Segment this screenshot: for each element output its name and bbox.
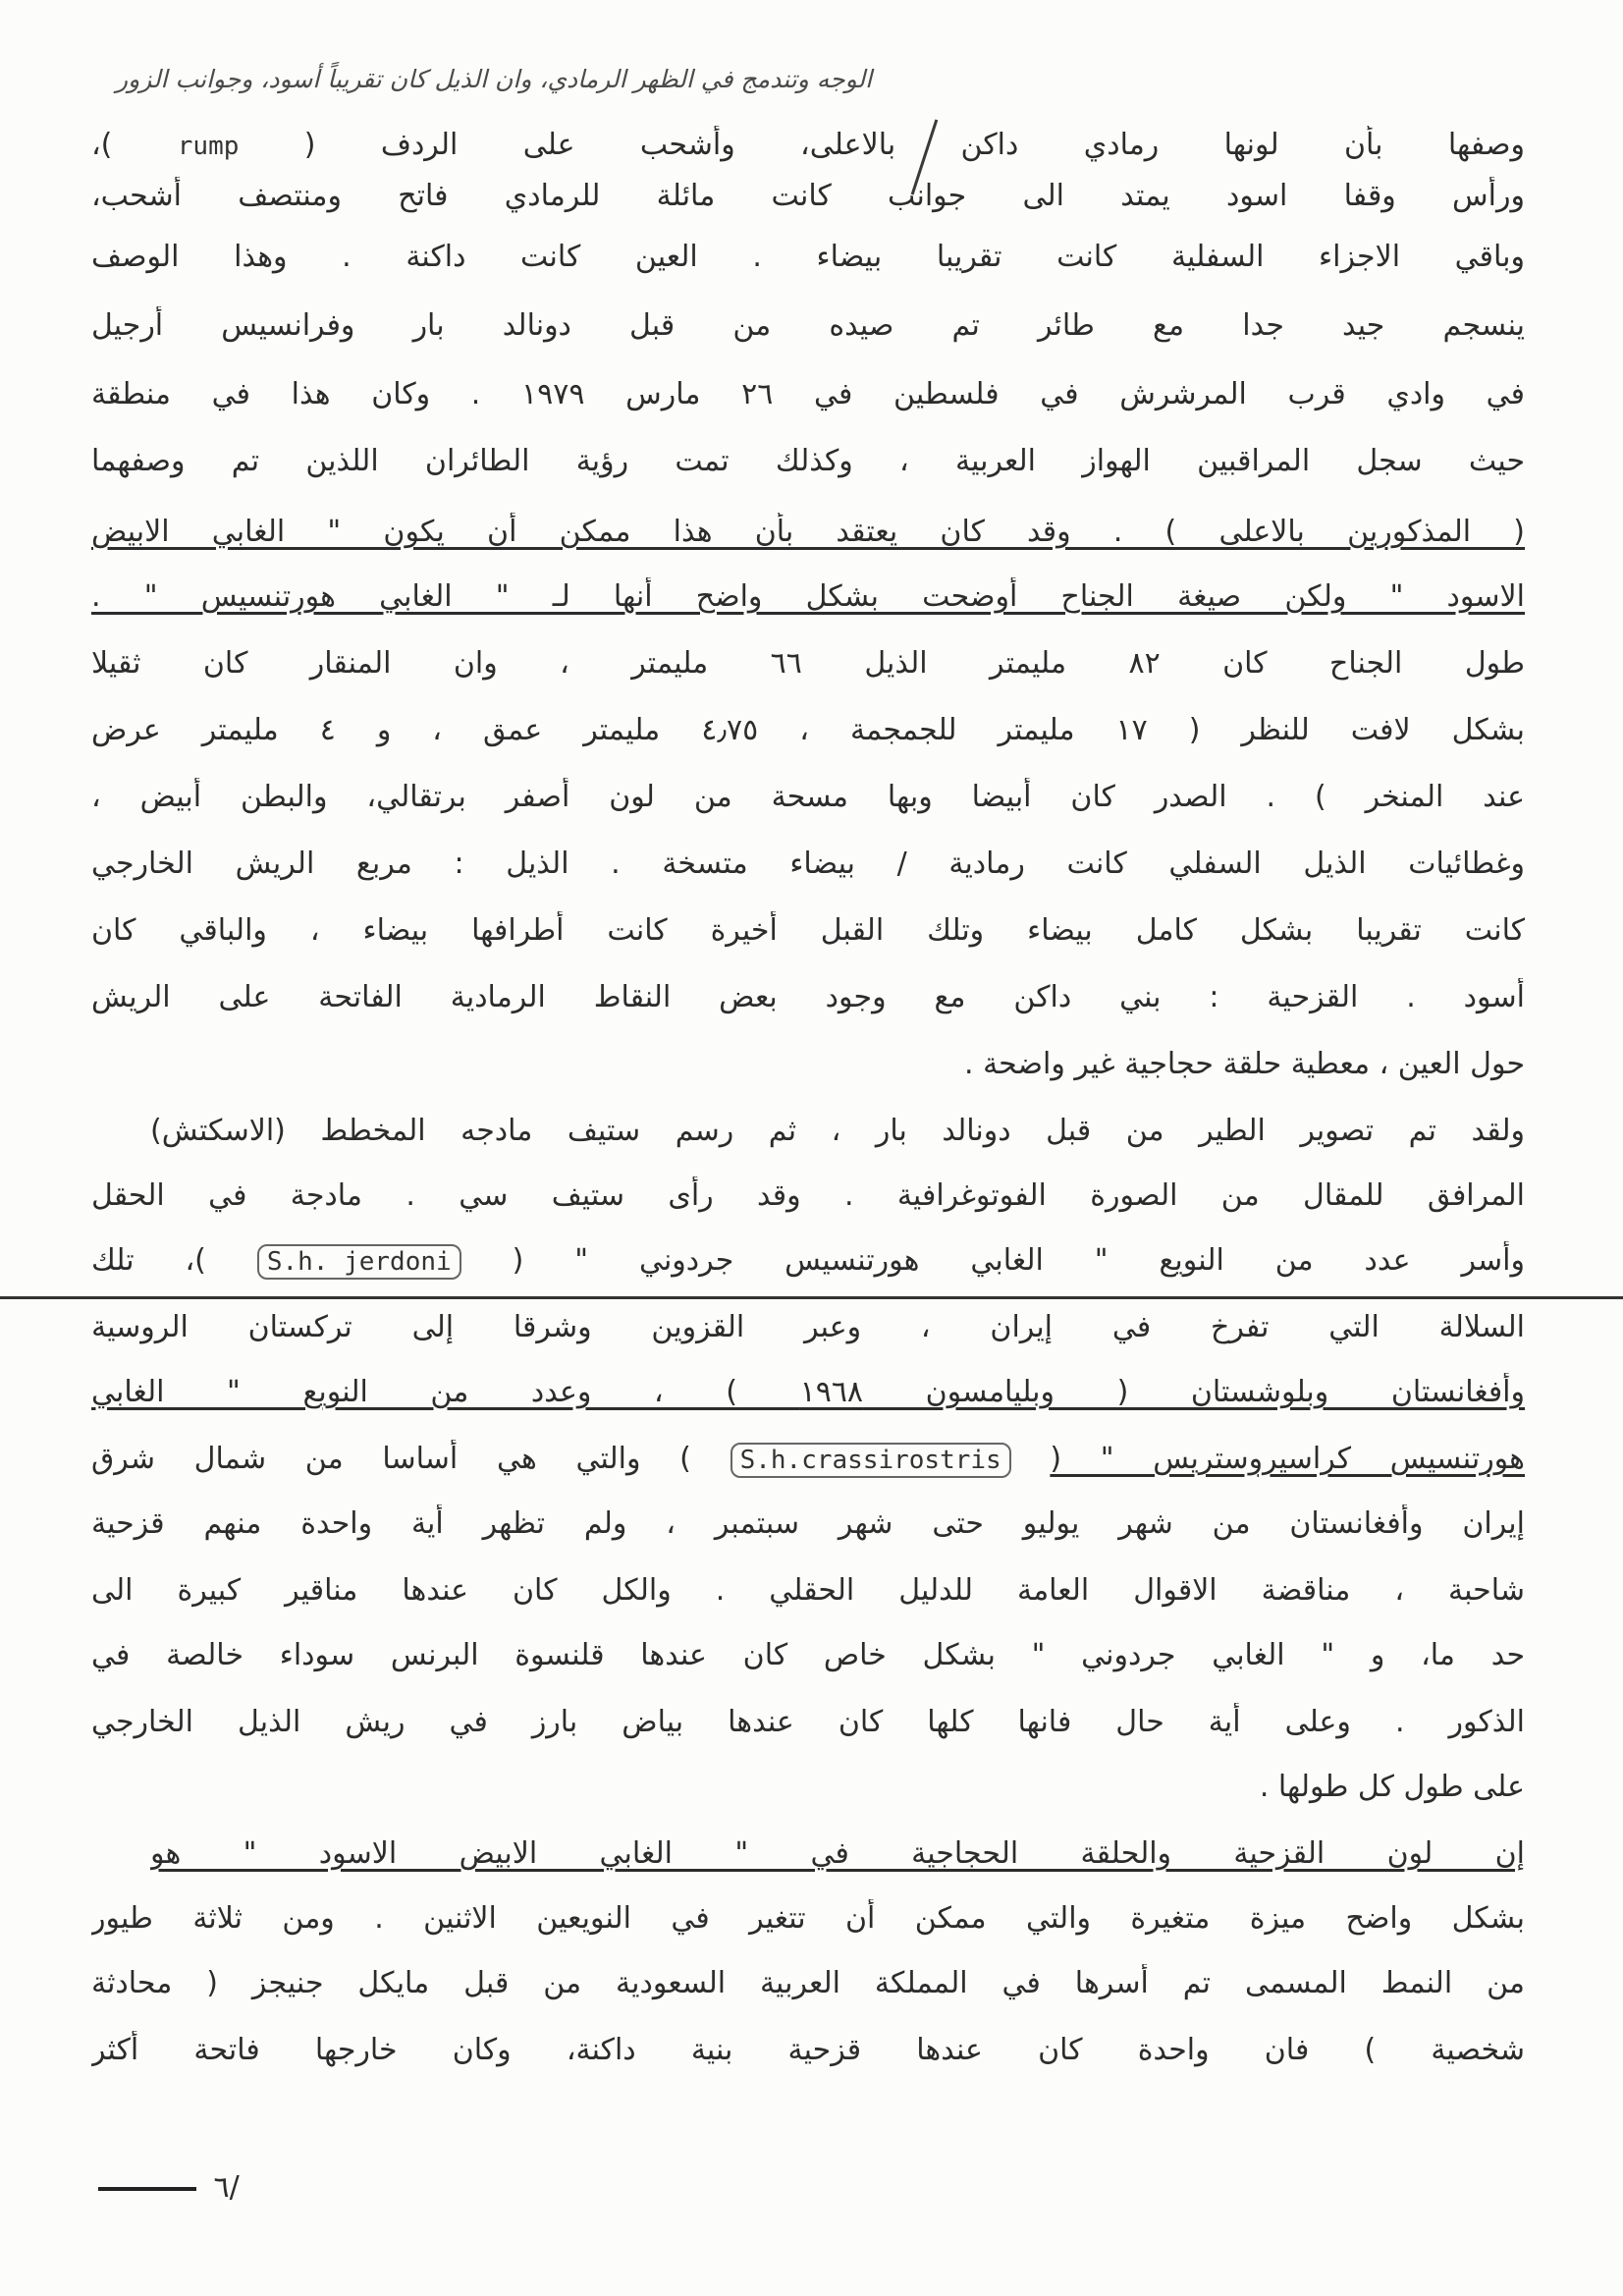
- line-18-part-b: )، تلك: [91, 1243, 206, 1278]
- text-line-15: حول العين ، معطية حلقة حجاجية غير واضحة .: [964, 1047, 1525, 1081]
- text-line-24: حد ما، و " الغابي جردوني " بشكل خاص كان عندها قلنسوة البرنس سوداء خالصة في: [91, 1638, 1525, 1672]
- text-line-13: كانت تقريبا بشكل كامل بيضاء وتلك القبل أخيرة كانت أطرافها بيضاء ، والباقي كان: [91, 913, 1525, 948]
- text-line-20: وأفغانستان وبلوشستان ( وبليامسون ١٩٦٨ ) ، وعدد من النويع " الغابي: [91, 1375, 1525, 1409]
- text-line-26: على طول كل طولها .: [1259, 1770, 1525, 1804]
- text-line-19: السلالة التي تفرخ في إيران ، وعبر القزوين وشرقا إلى تركستان الروسية: [91, 1310, 1525, 1344]
- line-21-part-a: هورتنسيس كراسيروستريس " (: [1050, 1442, 1525, 1476]
- text-line-17: المرافق للمقال من الصورة الفوتوغرافية . وقد رأى ستيف سي . مادجة في الحقل: [91, 1178, 1525, 1213]
- text-line-1: [91, 126, 1525, 165]
- text-line-14: أسود . القزحية : بني داكن مع وجود بعض النقاط الرمادية الفاتحة على الريش: [91, 980, 1525, 1014]
- footer-dash: [98, 2187, 196, 2191]
- text-line-27: إن لون القزحية والحلقة الحجاجية في " الغابي الابيض الاسود " هو: [150, 1836, 1525, 1871]
- latin-rump: rump: [177, 132, 240, 161]
- text-line-25: الذكور . وعلى أية حال فانها كلها كان عندها بياض بارز في ريش الذيل الخارجي: [91, 1705, 1525, 1739]
- text-line-30: شخصية ) فان واحدة كان عندها قزحية بنية داكنة، وكان خارجها فاتحة أكثر: [91, 2033, 1525, 2067]
- line-18-part-a: وأسر عدد من النويع " الغابي هورتنسيس جردوني " (: [512, 1243, 1525, 1278]
- page-footer: [98, 2170, 240, 2205]
- text-line-2: ورأس وقفا اسود يمتد الى جوانب كانت مائلة للرمادي فاتح ومنتصف أشحب،: [91, 179, 1525, 213]
- latin-crassirostris: S.h.crassirostris: [730, 1443, 1011, 1478]
- line-1-part-b: )،: [91, 128, 113, 162]
- text-line-8: الاسود " ولكن صيغة الجناح أوضحت بشكل واضح أنها لـ " الغابي هورتنسيس " .: [91, 579, 1525, 614]
- latin-jerdoni: S.h. jerdoni: [257, 1244, 461, 1280]
- text-line-10: بشكل لافت للنظر ( ١٧ مليمتر للجمجمة ، ٤٫٧٥ مليمتر عمق ، و ٤ مليمتر عرض: [91, 713, 1525, 747]
- line-1-part-a: وصفها بأن لونها رمادي داكن بالاعلى، وأشحب على الردف (: [303, 128, 1525, 162]
- text-line-23: شاحبة ، مناقضة الاقوال العامة للدليل الحقلي . والكل كان عندها مناقير كبيرة الى: [91, 1573, 1525, 1608]
- horizontal-fold-line: [0, 1296, 1623, 1299]
- text-line-11: عند المنخر ) . الصدر كان أبيضا وبها مسحة من لون أصفر برتقالي، والبطن أبيض ،: [91, 780, 1525, 814]
- text-line-5: في وادي قرب المرشرش في فلسطين في ٢٦ مارس ١٩٧٩ . وكان هذا في منطقة: [91, 377, 1525, 411]
- text-line-22: إيران وأفغانستان من شهر يوليو حتى شهر سبتمبر ، ولم تظهر أية واحدة منهم قزحية: [91, 1506, 1525, 1541]
- text-line-3: وباقي الاجزاء السفلية كانت تقريبا بيضاء . العين كانت داكنة . وهذا الوصف: [91, 240, 1525, 274]
- text-line-28: بشكل واضح ميزة متغيرة والتي ممكن أن تتغير في النويعين الاثنين . ومن ثلاثة طيور: [91, 1901, 1525, 1936]
- text-line-12: وغطائيات الذيل السفلي كانت رمادية / بيضاء متسخة . الذيل : مربع الريش الخارجي: [91, 847, 1525, 881]
- text-line-9: طول الجناح كان ٨٢ مليمتر الذيل ٦٦ مليمتر ، وان المنقار كان ثقيلا: [91, 646, 1525, 681]
- text-line-16: ولقد تم تصوير الطير من قبل دونالد بار ، ثم رسم ستيف مادجه المخطط (الاسكتش): [150, 1114, 1525, 1148]
- page-number: ٦/: [213, 2170, 240, 2205]
- handwritten-header-note: الوجه وتندمج في الظهر الرمادي، وان الذيل كان تقريباً أسود، وجوانب الزور: [116, 65, 873, 93]
- text-line-18: [91, 1241, 1525, 1281]
- text-line-7: ( المذكورين بالاعلى ) . وقد كان يعتقد بأن هذا ممكن أن يكون " الغابي الابيض: [91, 515, 1525, 549]
- text-line-21: [91, 1440, 1525, 1479]
- text-line-6: حيث سجل المراقبين الهواز العربية ، وكذلك تمت رؤية الطائران اللذين تم وصفهما: [91, 444, 1525, 478]
- text-line-29: من النمط المسمى تم أسرها في المملكة العربية السعودية من قبل مايكل جنيجز ( محادثة: [91, 1966, 1525, 2000]
- line-21-part-b: ) والتي هي أساسا من شمال شرق: [91, 1442, 691, 1476]
- text-line-4: ينسجم جيد جدا مع طائر تم صيده من قبل دونالد بار وفرانسيس أرجيل: [91, 308, 1525, 343]
